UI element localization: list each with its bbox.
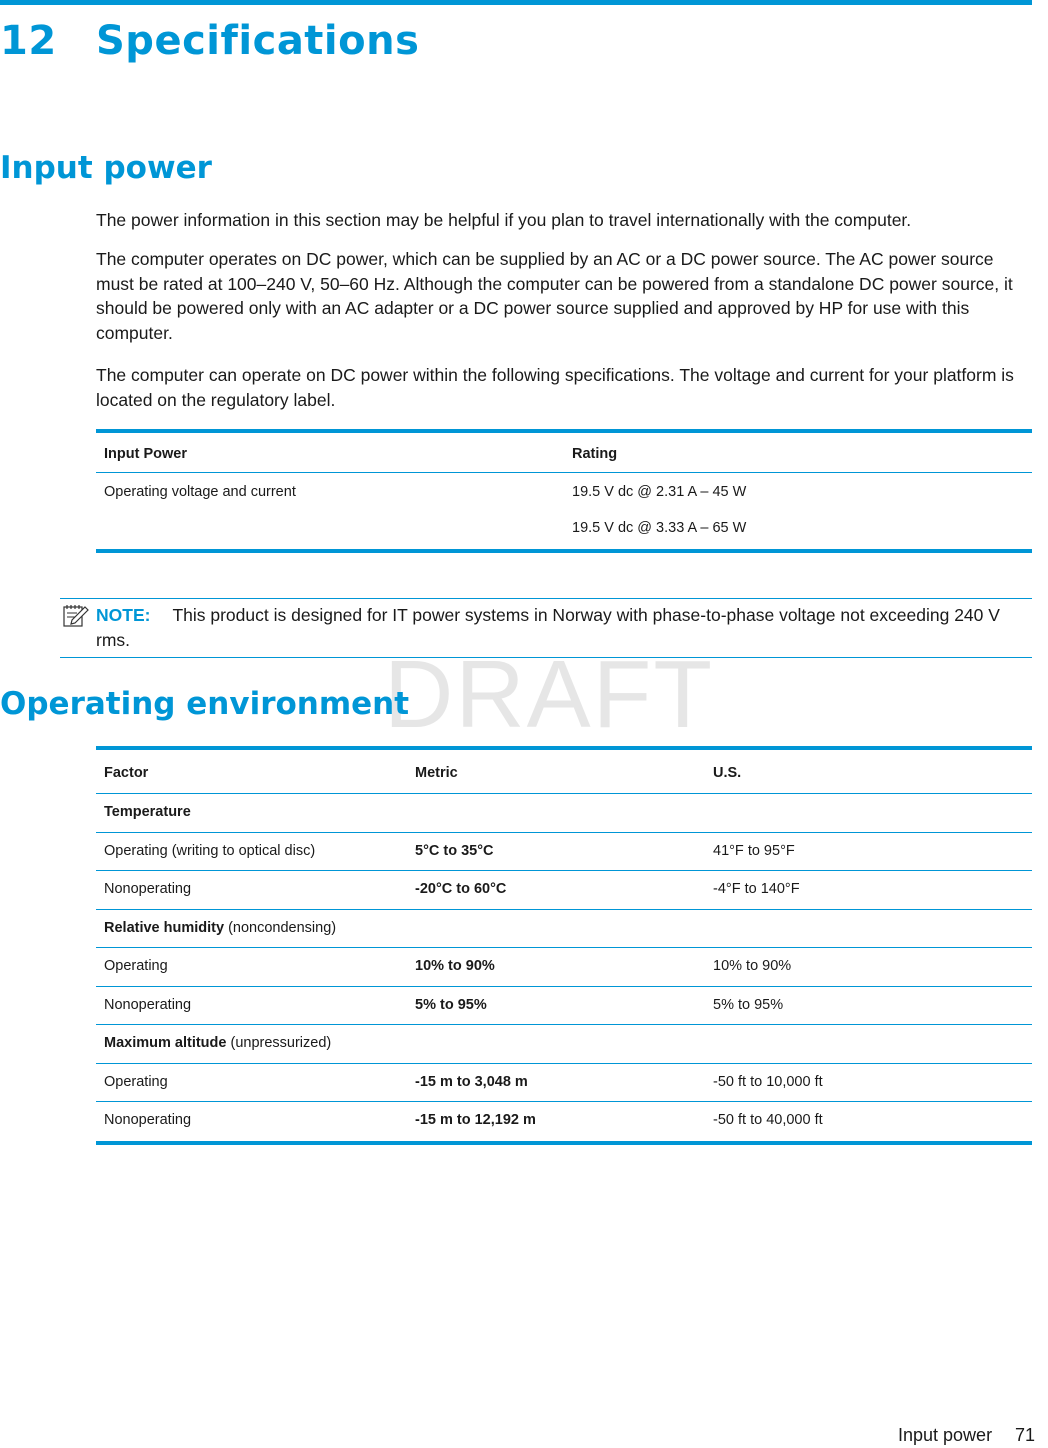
factor-group-label: Relative humidity — [104, 919, 225, 936]
factor-cell: Nonoperating — [104, 881, 192, 897]
paragraph-specifications: The computer can operate on DC power within the following specifications. The voltage and current for your platform is located on the regulatory label. — [96, 365, 1014, 410]
factor-group-qualifier: (noncondensing) — [224, 919, 337, 936]
factor-group-qualifier: (unpressurized) — [226, 1035, 332, 1051]
us-cell: -50 ft to 40,000 ft — [713, 1112, 823, 1128]
metric-cell: 5°C to 35°C — [415, 842, 494, 859]
input-power-heading: Input power — [0, 150, 212, 186]
header-input-power: Input Power — [104, 446, 187, 462]
draft-watermark: DRAFT — [384, 641, 714, 748]
table-row — [96, 1025, 1032, 1064]
table-row — [96, 871, 1032, 910]
table-row — [96, 910, 1032, 949]
note-label: NOTE: — [96, 605, 151, 625]
factor-cell — [104, 1035, 331, 1051]
chapter-name: Specifications — [96, 18, 420, 64]
factor-group-label: Temperature — [104, 804, 191, 820]
chapter-number: 12 — [0, 18, 57, 64]
table-row — [96, 1064, 1032, 1103]
input-power-table — [96, 429, 1032, 553]
table-row — [96, 1102, 1032, 1141]
note-body: This product is designed for IT power systems in Norway with phase-to-phase voltage not exceeding 240 V rms. — [96, 605, 1000, 650]
chapter-title — [0, 18, 419, 64]
footer-section: Input power — [898, 1425, 993, 1445]
metric-cell: -15 m to 12,192 m — [415, 1112, 536, 1128]
us-cell: 41°F to 95°F — [713, 842, 795, 859]
rating-65w: 19.5 V dc @ 3.33 A – 65 W — [572, 520, 747, 536]
top-rule — [0, 0, 1032, 5]
rating-45w: 19.5 V dc @ 2.31 A – 45 W — [572, 484, 747, 500]
us-cell: 5% to 95% — [713, 996, 784, 1013]
table-row — [96, 987, 1032, 1026]
table-row — [96, 833, 1032, 872]
metric-cell: -20°C to 60°C — [415, 881, 507, 897]
header-us: U.S. — [713, 765, 742, 781]
table-row — [96, 473, 1032, 549]
us-cell: -4°F to 140°F — [713, 881, 800, 897]
metric-cell: 10% to 90% — [415, 958, 495, 974]
row-label: Operating voltage and current — [104, 484, 296, 500]
metric-cell: 5% to 95% — [415, 996, 487, 1013]
header-rating: Rating — [572, 446, 618, 462]
header-metric: Metric — [415, 765, 458, 781]
page-number: 71 — [1015, 1425, 1036, 1445]
note-icon — [63, 603, 89, 627]
table-header-row — [96, 750, 1032, 794]
factor-cell: Operating — [104, 1073, 168, 1090]
paragraph-dc-power: The computer operates on DC power, which can be supplied by an AC or a DC power source. The AC power source must be rated at 100–240 V, 50–60 Hz. Although the computer can be powered from a standalone DC power source, it should be powered only with an AC adapter or a DC power source supplied and approved by HP for use with this computer. — [96, 249, 1013, 343]
us-cell: 10% to 90% — [713, 958, 792, 974]
us-cell: -50 ft to 10,000 ft — [713, 1073, 823, 1090]
factor-cell: Nonoperating — [104, 1112, 192, 1128]
factor-cell: Operating (writing to optical disc) — [104, 842, 316, 859]
metric-cell: -15 m to 3,048 m — [415, 1073, 528, 1090]
factor-cell — [104, 804, 191, 820]
table-row — [96, 948, 1032, 987]
operating-environment-heading: Operating environment — [0, 686, 410, 722]
factor-group-label: Maximum altitude — [104, 1035, 227, 1051]
factor-cell: Nonoperating — [104, 996, 192, 1013]
table-header-row — [96, 433, 1032, 473]
operating-environment-table — [96, 746, 1032, 1145]
paragraph-travel: The power information in this section may be helpful if you plan to travel internationally with the computer. — [96, 210, 912, 230]
header-factor: Factor — [104, 765, 149, 781]
table-row — [96, 794, 1032, 833]
factor-cell — [104, 920, 336, 936]
factor-cell: Operating — [104, 958, 168, 974]
